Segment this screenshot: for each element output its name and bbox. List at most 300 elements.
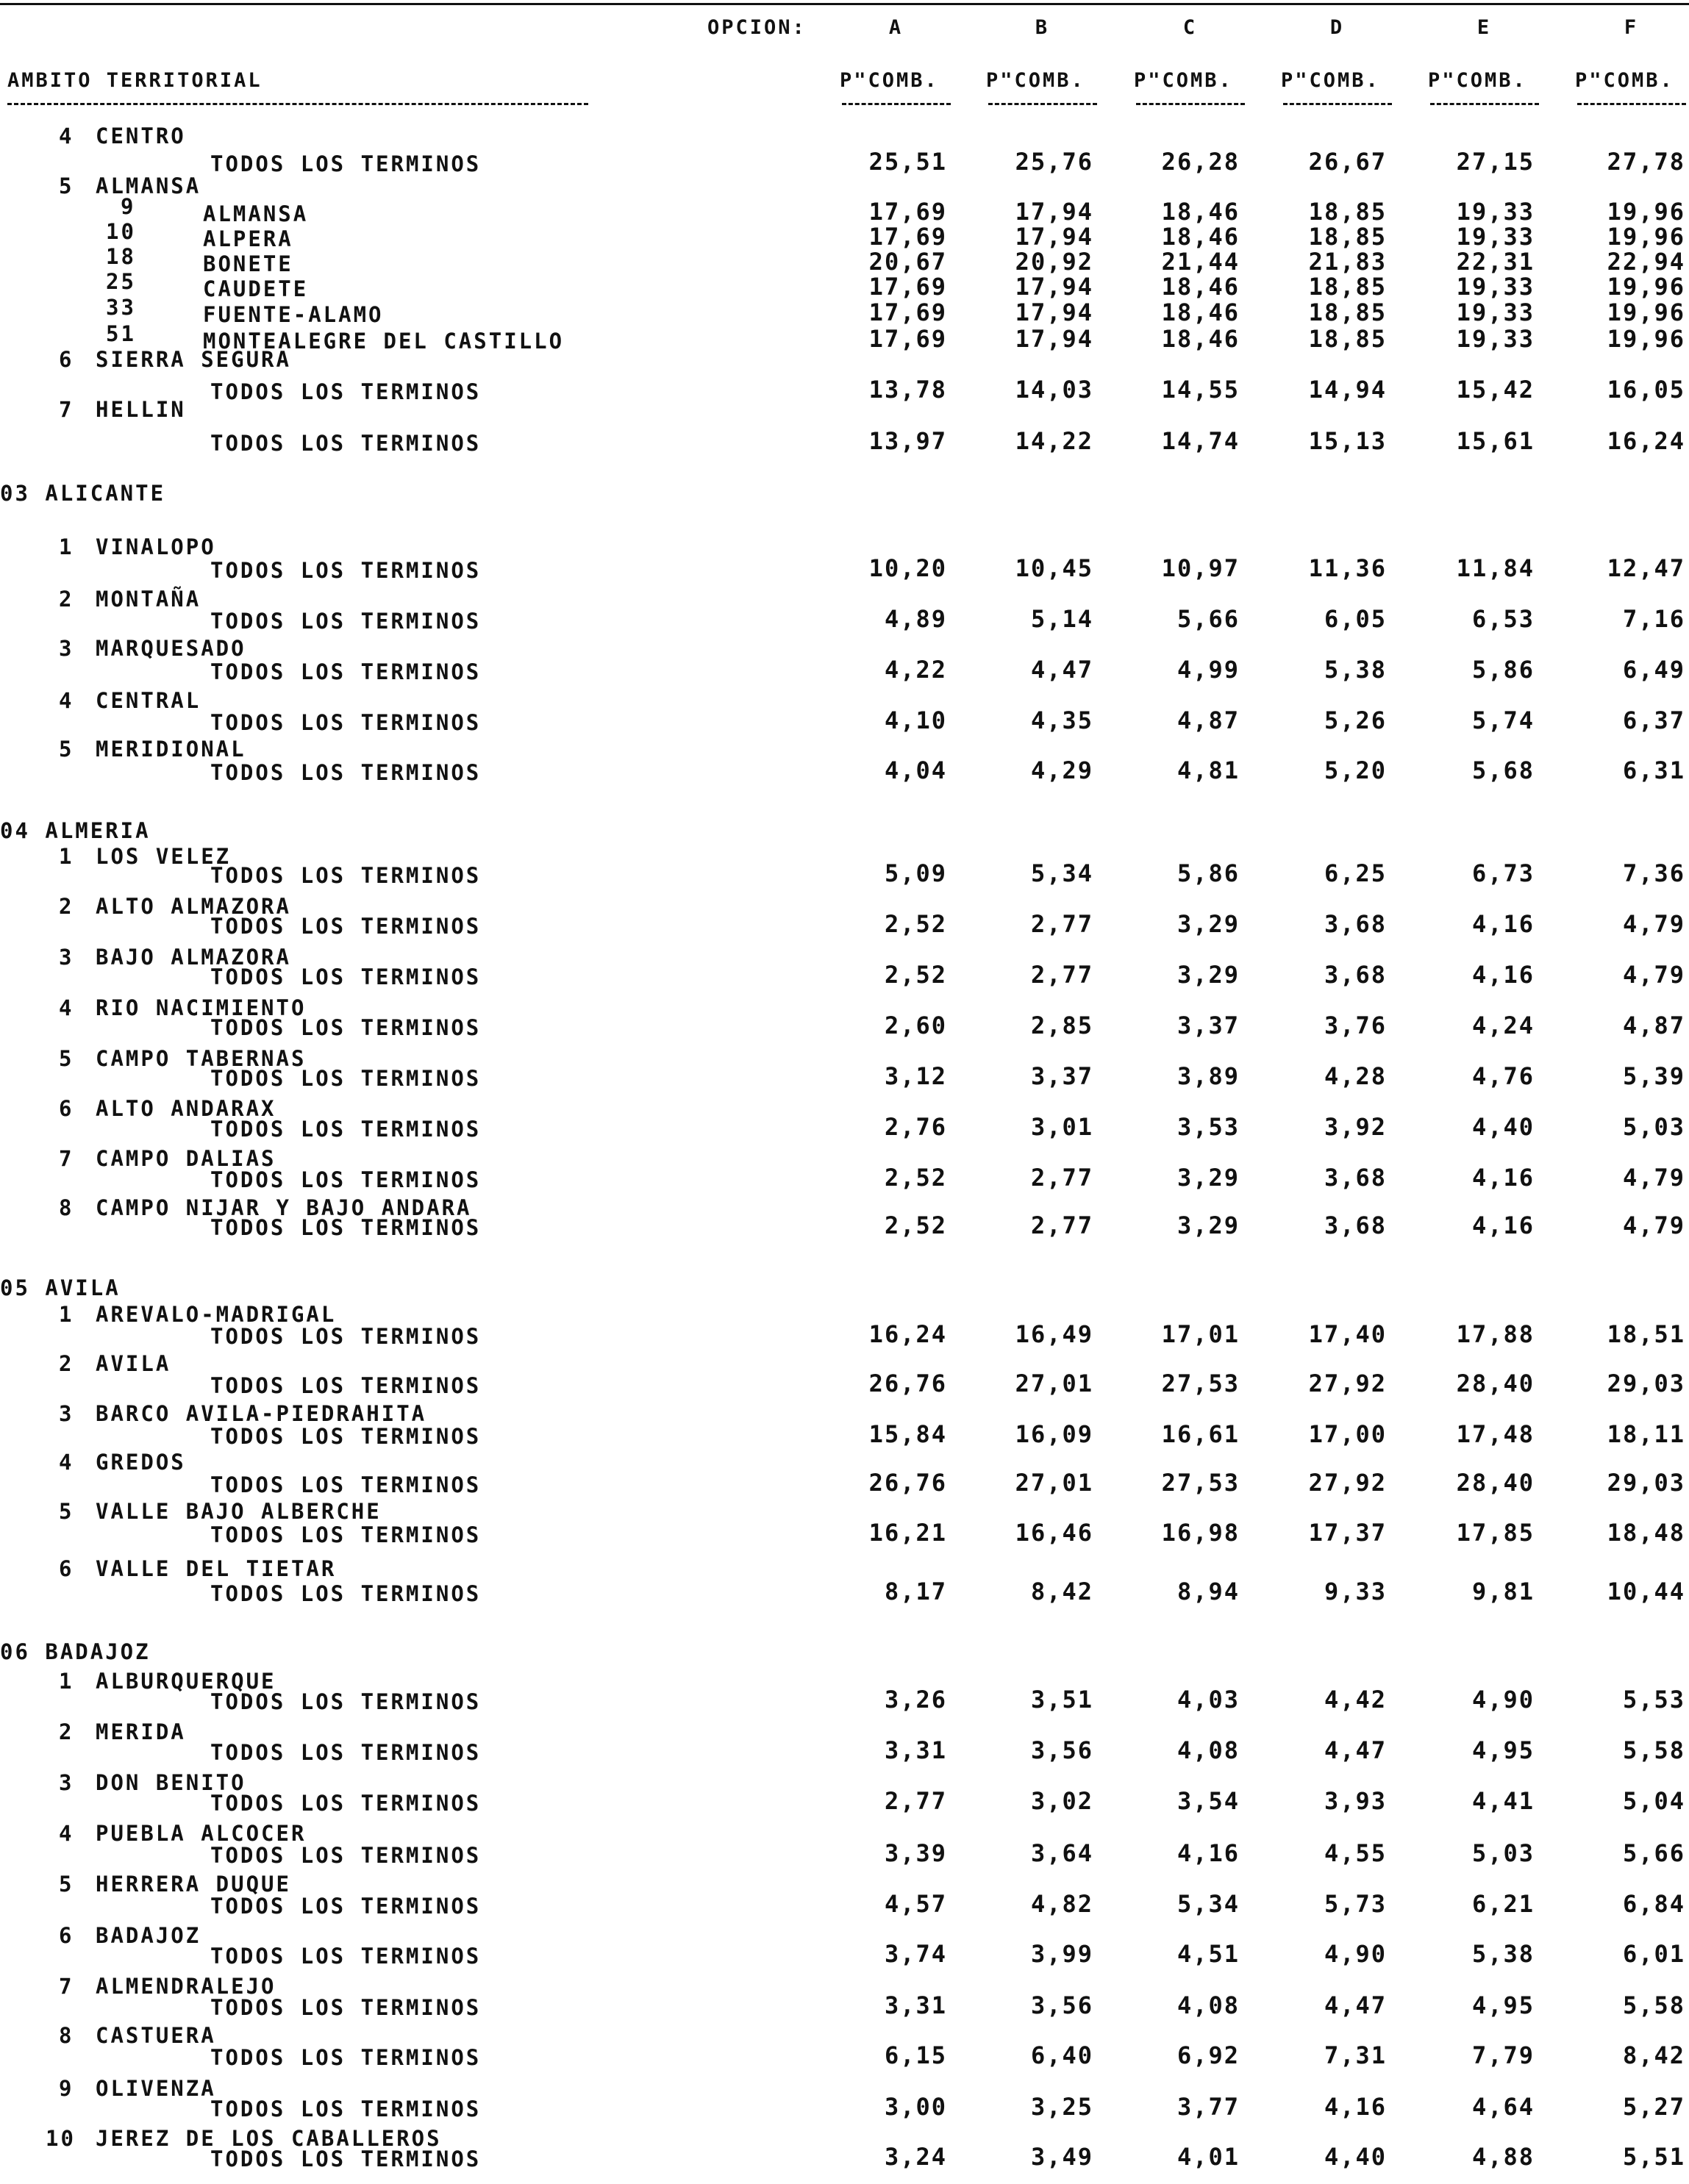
value-e: 4,95: [1471, 1736, 1535, 1764]
value-e: 4,16: [1471, 1211, 1535, 1239]
value-e: 5,86: [1471, 656, 1535, 684]
value-d: 18,85: [1308, 223, 1387, 251]
value-b: 3,01: [1030, 1113, 1093, 1141]
value-f: 4,79: [1622, 1211, 1685, 1239]
value-a: 3,31: [884, 1736, 947, 1764]
value-b: 10,45: [1015, 554, 1093, 582]
region-name: CASTUERA: [96, 2023, 216, 2048]
value-f: 5,39: [1622, 1062, 1685, 1090]
value-a: 10,20: [868, 554, 947, 582]
value-d: 21,83: [1308, 248, 1387, 276]
option-letter-b: B: [1035, 16, 1048, 39]
region-name: AREVALO-MADRIGAL: [96, 1302, 337, 1327]
all-terms-label: TODOS LOS TERMINOS: [210, 1373, 482, 1398]
value-d: 4,40: [1324, 2143, 1387, 2171]
region-number: 7: [59, 1974, 74, 1999]
value-a: 20,67: [868, 248, 947, 276]
value-f: 12,47: [1607, 554, 1685, 582]
region-name: BAJO ALMAZORA: [96, 945, 291, 970]
value-a: 2,77: [884, 1787, 947, 1815]
value-e: 5,68: [1471, 756, 1535, 784]
region-number: 4: [59, 1821, 74, 1846]
value-d: 15,13: [1308, 427, 1387, 455]
region-name: MERIDA: [96, 1719, 186, 1744]
value-c: 18,46: [1161, 223, 1240, 251]
option-letter-f: F: [1624, 16, 1637, 39]
region-name: CAMPO TABERNAS: [96, 1046, 307, 1071]
value-c: 3,29: [1176, 961, 1240, 989]
value-c: 18,46: [1161, 298, 1240, 326]
value-c: 14,74: [1161, 427, 1240, 455]
value-d: 4,28: [1324, 1062, 1387, 1090]
value-c: 21,44: [1161, 248, 1240, 276]
option-subheader-a: P"COMB.: [840, 69, 939, 92]
value-b: 17,94: [1015, 325, 1093, 353]
region-name: CENTRO: [96, 123, 186, 148]
value-f: 18,51: [1607, 1320, 1685, 1348]
option-underline-a: [842, 103, 951, 105]
value-a: 17,69: [868, 198, 947, 226]
value-d: 5,73: [1324, 1890, 1387, 1918]
value-f: 29,03: [1607, 1469, 1685, 1497]
region-name: OLIVENZA: [96, 2076, 216, 2101]
region-number: 1: [59, 1302, 74, 1327]
region-number: 3: [59, 636, 74, 661]
all-terms-label: TODOS LOS TERMINOS: [210, 863, 482, 888]
value-e: 17,85: [1456, 1519, 1535, 1547]
all-terms-label: TODOS LOS TERMINOS: [210, 1066, 482, 1091]
value-a: 2,52: [884, 1211, 947, 1239]
value-b: 4,35: [1030, 706, 1093, 734]
value-b: 8,42: [1030, 1578, 1093, 1605]
value-f: 5,03: [1622, 1113, 1685, 1141]
value-d: 4,47: [1324, 1991, 1387, 2019]
option-underline-b: [988, 103, 1097, 105]
value-e: 19,33: [1456, 273, 1535, 301]
value-a: 2,76: [884, 1113, 947, 1141]
value-a: 4,57: [884, 1890, 947, 1918]
value-a: 4,04: [884, 756, 947, 784]
value-c: 4,08: [1176, 1736, 1240, 1764]
all-terms-label: TODOS LOS TERMINOS: [210, 1894, 482, 1919]
value-a: 16,21: [868, 1519, 947, 1547]
value-d: 9,33: [1324, 1578, 1387, 1605]
value-e: 19,33: [1456, 198, 1535, 226]
value-d: 18,85: [1308, 298, 1387, 326]
value-f: 6,37: [1622, 706, 1685, 734]
value-a: 17,69: [868, 298, 947, 326]
value-e: 19,33: [1456, 298, 1535, 326]
region-name: VALLE DEL TIETAR: [96, 1556, 337, 1581]
region-number: 2: [59, 1719, 74, 1744]
value-a: 13,97: [868, 427, 947, 455]
ambito-label: AMBITO TERRITORIAL: [7, 69, 263, 92]
region-name: BARCO AVILA-PIEDRAHITA: [96, 1401, 427, 1426]
option-subheader-d: P"COMB.: [1281, 69, 1380, 92]
value-f: 19,96: [1607, 298, 1685, 326]
region-name: VINALOPO: [96, 534, 216, 559]
value-c: 5,66: [1176, 605, 1240, 633]
municipality-name: ALMANSA: [203, 201, 309, 226]
all-terms-label: TODOS LOS TERMINOS: [210, 1995, 482, 2020]
option-letter-a: A: [888, 16, 901, 39]
region-number: 3: [59, 1770, 74, 1795]
option-underline-f: [1577, 103, 1686, 105]
region-number: 5: [59, 173, 74, 198]
option-letter-c: C: [1182, 16, 1196, 39]
value-b: 25,76: [1015, 148, 1093, 176]
value-d: 26,67: [1308, 148, 1387, 176]
opcion-label: OPCION:: [707, 16, 807, 39]
value-b: 3,99: [1030, 1940, 1093, 1968]
value-b: 14,03: [1015, 376, 1093, 404]
value-d: 3,92: [1324, 1113, 1387, 1141]
all-terms-label: TODOS LOS TERMINOS: [210, 1581, 482, 1606]
value-c: 3,77: [1176, 2093, 1240, 2121]
value-b: 3,64: [1030, 1839, 1093, 1867]
value-f: 6,84: [1622, 1890, 1685, 1918]
province-heading: 03 ALICANTE: [0, 481, 166, 506]
value-a: 4,10: [884, 706, 947, 734]
all-terms-label: TODOS LOS TERMINOS: [210, 659, 482, 684]
value-d: 4,16: [1324, 2093, 1387, 2121]
value-e: 11,84: [1456, 554, 1535, 582]
option-letter-d: D: [1329, 16, 1343, 39]
municipality-code: 9: [121, 194, 136, 219]
region-name: PUEBLA ALCOCER: [96, 1821, 307, 1846]
value-c: 18,46: [1161, 273, 1240, 301]
value-d: 4,47: [1324, 1736, 1387, 1764]
region-name: RIO NACIMIENTO: [96, 995, 307, 1020]
value-d: 3,68: [1324, 910, 1387, 938]
all-terms-label: TODOS LOS TERMINOS: [210, 1740, 482, 1765]
value-a: 17,69: [868, 325, 947, 353]
value-f: 7,36: [1622, 859, 1685, 887]
value-d: 27,92: [1308, 1469, 1387, 1497]
value-e: 4,41: [1471, 1787, 1535, 1815]
value-b: 3,51: [1030, 1686, 1093, 1714]
value-a: 2,52: [884, 961, 947, 989]
region-name: AVILA: [96, 1351, 171, 1376]
value-b: 3,56: [1030, 1736, 1093, 1764]
value-f: 10,44: [1607, 1578, 1685, 1605]
all-terms-label: TODOS LOS TERMINOS: [210, 2147, 482, 2172]
region-name: GREDOS: [96, 1450, 186, 1475]
value-f: 6,01: [1622, 1940, 1685, 1968]
value-e: 17,88: [1456, 1320, 1535, 1348]
all-terms-label: TODOS LOS TERMINOS: [210, 1215, 482, 1240]
value-a: 8,17: [884, 1578, 947, 1605]
all-terms-label: TODOS LOS TERMINOS: [210, 964, 482, 989]
municipality-code: 10: [106, 219, 136, 244]
value-d: 3,68: [1324, 1164, 1387, 1192]
value-b: 27,01: [1015, 1370, 1093, 1397]
value-a: 3,74: [884, 1940, 947, 1968]
value-e: 5,74: [1471, 706, 1535, 734]
value-e: 6,73: [1471, 859, 1535, 887]
value-b: 2,85: [1030, 1012, 1093, 1039]
value-a: 25,51: [868, 148, 947, 176]
region-number: 3: [59, 1401, 74, 1426]
value-f: 5,53: [1622, 1686, 1685, 1714]
value-c: 16,61: [1161, 1420, 1240, 1448]
value-b: 27,01: [1015, 1469, 1093, 1497]
region-name: DON BENITO: [96, 1770, 246, 1795]
value-b: 17,94: [1015, 198, 1093, 226]
value-a: 3,12: [884, 1062, 947, 1090]
municipality-code: 33: [106, 295, 136, 320]
value-d: 6,05: [1324, 605, 1387, 633]
option-subheader-e: P"COMB.: [1428, 69, 1527, 92]
municipality-code: 25: [106, 269, 136, 294]
option-subheader-f: P"COMB.: [1575, 69, 1674, 92]
value-d: 14,94: [1308, 376, 1387, 404]
region-number: 2: [59, 587, 74, 612]
region-number: 6: [59, 1556, 74, 1581]
value-a: 3,00: [884, 2093, 947, 2121]
value-d: 4,90: [1324, 1940, 1387, 1968]
region-number: 10: [46, 2126, 76, 2151]
value-c: 8,94: [1176, 1578, 1240, 1605]
region-name: MONTAÑA: [96, 587, 201, 612]
all-terms-label: TODOS LOS TERMINOS: [210, 914, 482, 939]
value-b: 5,14: [1030, 605, 1093, 633]
all-terms-label: TODOS LOS TERMINOS: [210, 760, 482, 785]
region-number: 1: [59, 844, 74, 869]
value-d: 7,31: [1324, 2041, 1387, 2069]
value-f: 22,94: [1607, 248, 1685, 276]
value-b: 2,77: [1030, 1211, 1093, 1239]
value-e: 4,64: [1471, 2093, 1535, 2121]
region-name: HELLIN: [96, 397, 186, 422]
value-d: 17,00: [1308, 1420, 1387, 1448]
region-number: 5: [59, 1046, 74, 1071]
value-e: 4,76: [1471, 1062, 1535, 1090]
value-d: 6,25: [1324, 859, 1387, 887]
value-e: 4,16: [1471, 961, 1535, 989]
value-f: 18,48: [1607, 1519, 1685, 1547]
value-e: 9,81: [1471, 1578, 1535, 1605]
all-terms-label: TODOS LOS TERMINOS: [210, 1522, 482, 1547]
value-c: 4,01: [1176, 2143, 1240, 2171]
value-e: 5,03: [1471, 1839, 1535, 1867]
region-number: 4: [59, 688, 74, 713]
value-e: 28,40: [1456, 1469, 1535, 1497]
region-name: SIERRA SEGURA: [96, 347, 291, 372]
value-a: 3,31: [884, 1991, 947, 2019]
all-terms-label: TODOS LOS TERMINOS: [210, 151, 482, 176]
value-b: 6,40: [1030, 2041, 1093, 2069]
value-a: 6,15: [884, 2041, 947, 2069]
value-f: 6,31: [1622, 756, 1685, 784]
value-c: 3,29: [1176, 910, 1240, 938]
value-a: 13,78: [868, 376, 947, 404]
value-d: 3,76: [1324, 1012, 1387, 1039]
region-name: MERIDIONAL: [96, 737, 246, 762]
value-c: 5,86: [1176, 859, 1240, 887]
option-subheader-c: P"COMB.: [1134, 69, 1233, 92]
all-terms-label: TODOS LOS TERMINOS: [210, 2097, 482, 2122]
value-a: 26,76: [868, 1469, 947, 1497]
region-name: HERRERA DUQUE: [96, 1872, 291, 1897]
value-f: 5,58: [1622, 1991, 1685, 2019]
value-b: 3,02: [1030, 1787, 1093, 1815]
value-f: 5,58: [1622, 1736, 1685, 1764]
value-b: 4,82: [1030, 1890, 1093, 1918]
value-b: 16,46: [1015, 1519, 1093, 1547]
value-f: 19,96: [1607, 273, 1685, 301]
value-b: 2,77: [1030, 1164, 1093, 1192]
all-terms-label: TODOS LOS TERMINOS: [210, 1424, 482, 1449]
municipality-code: 51: [106, 321, 136, 346]
municipality-name: FUENTE-ALAMO: [203, 302, 384, 327]
value-d: 3,93: [1324, 1787, 1387, 1815]
value-f: 7,16: [1622, 605, 1685, 633]
value-c: 18,46: [1161, 325, 1240, 353]
region-number: 1: [59, 534, 74, 559]
region-name: ALTO ANDARAX: [96, 1096, 276, 1121]
value-f: 4,87: [1622, 1012, 1685, 1039]
all-terms-label: TODOS LOS TERMINOS: [210, 558, 482, 583]
value-c: 26,28: [1161, 148, 1240, 176]
municipality-code: 18: [106, 244, 136, 269]
value-c: 6,92: [1176, 2041, 1240, 2069]
region-name: CAMPO NIJAR Y BAJO ANDARA: [96, 1195, 472, 1220]
region-number: 4: [59, 123, 74, 148]
value-b: 17,94: [1015, 273, 1093, 301]
region-name: BADAJOZ: [96, 1923, 201, 1948]
region-number: 9: [59, 2076, 74, 2101]
province-heading: 06 BADAJOZ: [0, 1639, 151, 1664]
value-b: 4,29: [1030, 756, 1093, 784]
value-e: 6,53: [1471, 605, 1535, 633]
value-a: 3,39: [884, 1839, 947, 1867]
value-d: 17,40: [1308, 1320, 1387, 1348]
region-number: 7: [59, 1146, 74, 1171]
value-f: 19,96: [1607, 223, 1685, 251]
value-a: 4,89: [884, 605, 947, 633]
value-e: 4,16: [1471, 910, 1535, 938]
region-number: 1: [59, 1669, 74, 1694]
value-e: 28,40: [1456, 1370, 1535, 1397]
value-a: 5,09: [884, 859, 947, 887]
option-underline-d: [1283, 103, 1392, 105]
all-terms-label: TODOS LOS TERMINOS: [210, 1015, 482, 1040]
value-b: 5,34: [1030, 859, 1093, 887]
region-number: 8: [59, 1195, 74, 1220]
value-a: 15,84: [868, 1420, 947, 1448]
municipality-name: CAUDETE: [203, 276, 309, 301]
region-number: 3: [59, 945, 74, 970]
value-a: 4,22: [884, 656, 947, 684]
value-b: 2,77: [1030, 910, 1093, 938]
region-name: LOS VELEZ: [96, 844, 232, 869]
value-c: 3,89: [1176, 1062, 1240, 1090]
value-b: 16,49: [1015, 1320, 1093, 1348]
value-c: 3,29: [1176, 1211, 1240, 1239]
value-e: 4,24: [1471, 1012, 1535, 1039]
value-d: 4,42: [1324, 1686, 1387, 1714]
value-c: 4,87: [1176, 706, 1240, 734]
value-e: 5,38: [1471, 1940, 1535, 1968]
value-e: 27,15: [1456, 148, 1535, 176]
value-c: 4,08: [1176, 1991, 1240, 2019]
value-b: 17,94: [1015, 298, 1093, 326]
value-d: 5,26: [1324, 706, 1387, 734]
value-c: 3,54: [1176, 1787, 1240, 1815]
option-underline-c: [1136, 103, 1245, 105]
value-b: 14,22: [1015, 427, 1093, 455]
value-e: 6,21: [1471, 1890, 1535, 1918]
value-f: 4,79: [1622, 910, 1685, 938]
value-c: 4,03: [1176, 1686, 1240, 1714]
value-c: 4,81: [1176, 756, 1240, 784]
value-e: 17,48: [1456, 1420, 1535, 1448]
all-terms-label: TODOS LOS TERMINOS: [210, 1117, 482, 1142]
value-d: 18,85: [1308, 198, 1387, 226]
region-number: 6: [59, 1096, 74, 1121]
value-c: 27,53: [1161, 1469, 1240, 1497]
ambito-underline: [7, 103, 588, 105]
value-a: 2,52: [884, 910, 947, 938]
value-d: 18,85: [1308, 325, 1387, 353]
value-f: 5,66: [1622, 1839, 1685, 1867]
value-b: 3,37: [1030, 1062, 1093, 1090]
municipality-name: ALPERA: [203, 226, 293, 251]
value-d: 4,55: [1324, 1839, 1387, 1867]
all-terms-label: TODOS LOS TERMINOS: [210, 1791, 482, 1816]
value-b: 20,92: [1015, 248, 1093, 276]
region-number: 4: [59, 995, 74, 1020]
option-underline-e: [1430, 103, 1539, 105]
value-a: 17,69: [868, 223, 947, 251]
region-number: 2: [59, 894, 74, 919]
value-f: 19,96: [1607, 325, 1685, 353]
value-e: 22,31: [1456, 248, 1535, 276]
value-a: 2,52: [884, 1164, 947, 1192]
value-c: 3,37: [1176, 1012, 1240, 1039]
value-d: 3,68: [1324, 961, 1387, 989]
municipality-name: MONTEALEGRE DEL CASTILLO: [203, 329, 565, 354]
value-f: 18,11: [1607, 1420, 1685, 1448]
value-f: 5,51: [1622, 2143, 1685, 2171]
all-terms-label: TODOS LOS TERMINOS: [210, 1944, 482, 1969]
value-d: 11,36: [1308, 554, 1387, 582]
value-a: 26,76: [868, 1370, 947, 1397]
value-d: 18,85: [1308, 273, 1387, 301]
top-rule: [0, 3, 1689, 5]
value-f: 5,04: [1622, 1787, 1685, 1815]
all-terms-label: TODOS LOS TERMINOS: [210, 609, 482, 634]
value-a: 2,60: [884, 1012, 947, 1039]
value-b: 17,94: [1015, 223, 1093, 251]
all-terms-label: TODOS LOS TERMINOS: [210, 431, 482, 456]
value-e: 4,16: [1471, 1164, 1535, 1192]
value-e: 15,42: [1456, 376, 1535, 404]
value-f: 27,78: [1607, 148, 1685, 176]
value-b: 3,25: [1030, 2093, 1093, 2121]
value-c: 17,01: [1161, 1320, 1240, 1348]
value-e: 4,90: [1471, 1686, 1535, 1714]
value-c: 3,53: [1176, 1113, 1240, 1141]
value-a: 17,69: [868, 273, 947, 301]
region-name: VALLE BAJO ALBERCHE: [96, 1499, 382, 1524]
value-a: 3,26: [884, 1686, 947, 1714]
value-b: 2,77: [1030, 961, 1093, 989]
region-number: 2: [59, 1351, 74, 1376]
value-b: 3,49: [1030, 2143, 1093, 2171]
region-name: ALBURQUERQUE: [96, 1669, 276, 1694]
